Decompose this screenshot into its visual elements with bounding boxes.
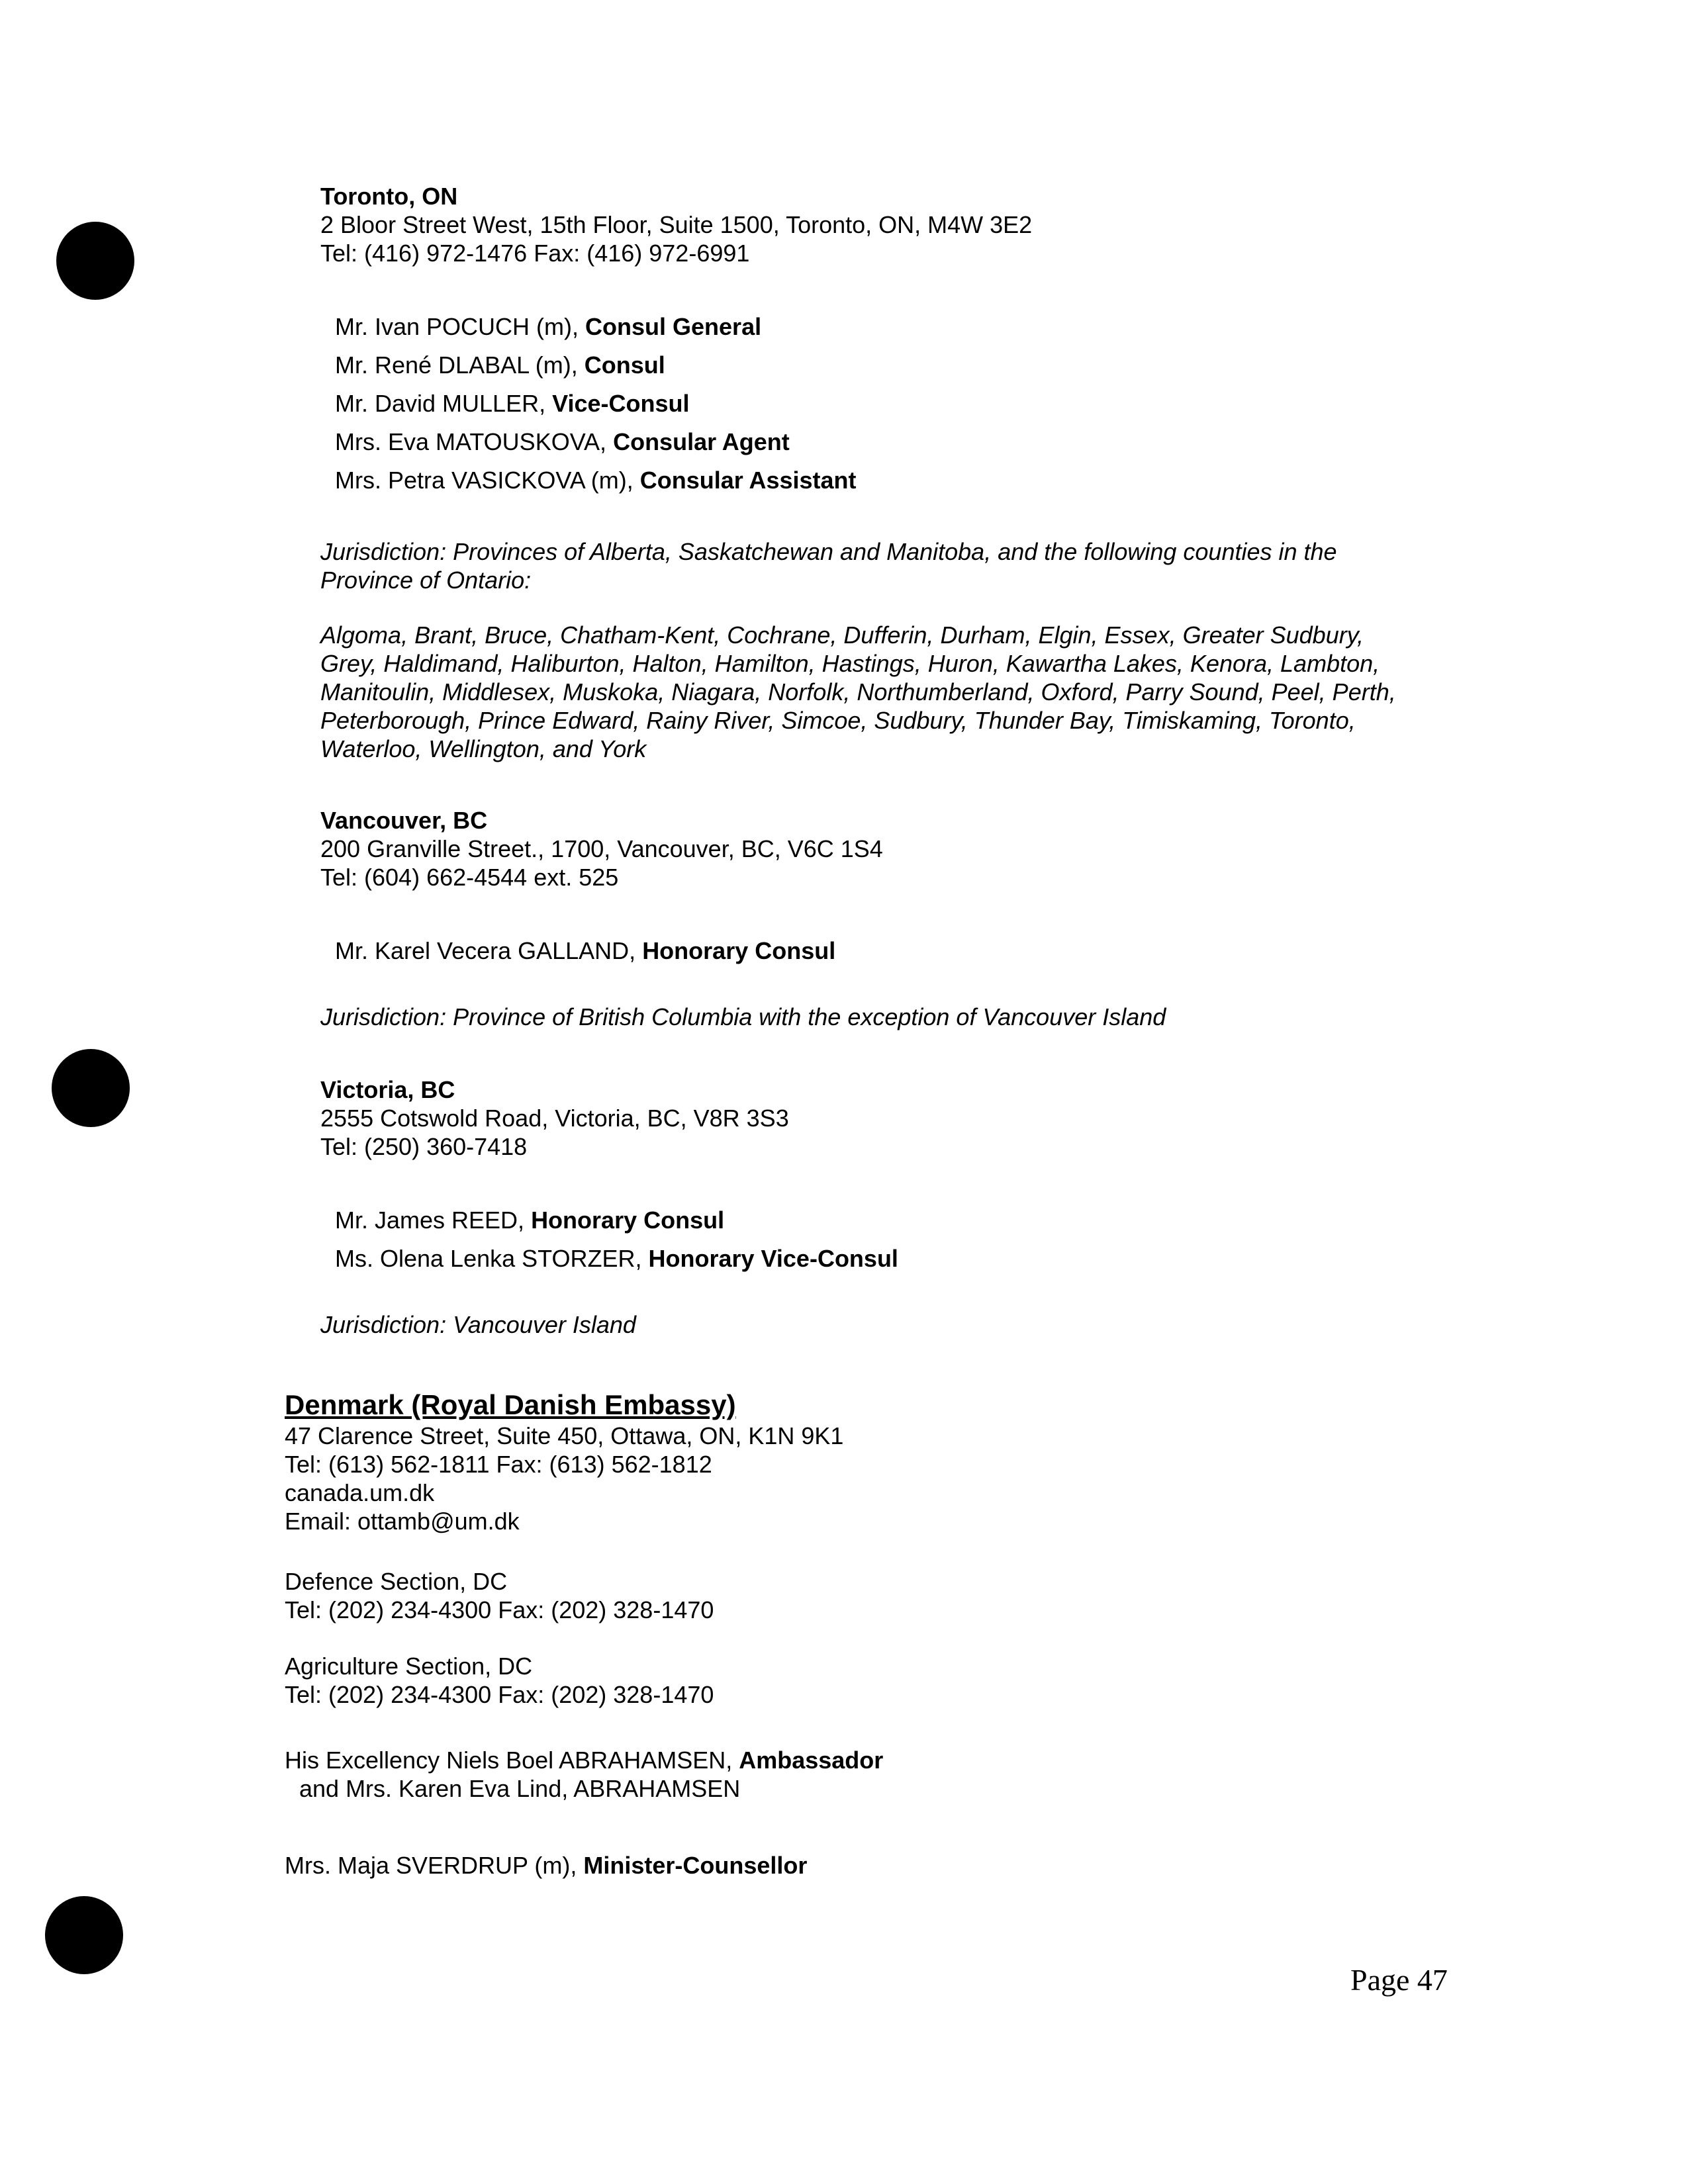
denmark-email: Email: ottamb@um.dk	[285, 1508, 520, 1535]
victoria-phone: Tel: (250) 360-7418	[320, 1133, 528, 1160]
victoria-section	[320, 1075, 1419, 1161]
denmark-agriculture-section	[285, 1652, 1410, 1709]
vancouver-section	[320, 806, 1419, 891]
ambassador-entry	[285, 1746, 1410, 1774]
minister-title: Minister-Counsellor	[583, 1852, 808, 1879]
toronto-address: 2 Bloor Street West, 15th Floor, Suite 1500, Toronto, ON, M4W 3E2	[320, 211, 1033, 238]
denmark-heading: Denmark (Royal Danish Embassy)	[285, 1389, 736, 1420]
staff-entry	[335, 423, 1419, 461]
punch-hole-bottom	[45, 1896, 123, 1974]
agriculture-phone: Tel: (202) 234-4300 Fax: (202) 328-1470	[285, 1681, 714, 1708]
vancouver-address: 200 Granville Street., 1700, Vancouver, BC, V6C 1S4	[320, 835, 883, 862]
staff-entry	[335, 346, 1419, 385]
denmark-section	[285, 1388, 1410, 1535]
toronto-counties: Algoma, Brant, Bruce, Chatham-Kent, Cochrane, Dufferin, Durham, Elgin, Essex, Greater Sudbury, Grey, Haldimand, Haliburton, Halton, Hamilton, Hastings, Huron, Kawartha Lakes, Kenora, Lambton, Manitoulin, Middlesex, Muskoka, Niagara, Norfolk, Northumberland, Oxford, Parry Sound, Peel, Perth, Peterborough, Prince Edward, Rainy River, Simcoe, Sudbury, Thunder Bay, Timiskaming, Toronto, Waterloo, Wellington, and York	[320, 621, 1396, 762]
denmark-website: canada.um.dk	[285, 1479, 435, 1506]
staff-name: Mrs. Eva MATOUSKOVA,	[335, 428, 614, 455]
defence-label: Defence Section, DC	[285, 1568, 508, 1595]
staff-name: Mr. Karel Vecera GALLAND,	[335, 937, 643, 964]
staff-name: Ms. Olena Lenka STORZER,	[335, 1245, 649, 1272]
ambassador-spouse: and Mrs. Karen Eva Lind, ABRAHAMSEN	[299, 1775, 741, 1802]
toronto-section	[320, 182, 1419, 267]
page-number: Page 47	[1350, 1963, 1448, 1997]
toronto-staff-list	[320, 308, 1419, 500]
staff-title: Consular Agent	[613, 428, 790, 455]
toronto-phone: Tel: (416) 972-1476 Fax: (416) 972-6991	[320, 240, 750, 267]
staff-title: Consular Assistant	[639, 467, 857, 494]
victoria-staff-list	[320, 1201, 1419, 1278]
staff-title: Honorary Vice-Consul	[648, 1245, 898, 1272]
punch-hole-top	[56, 222, 134, 300]
staff-title: Vice-Consul	[552, 390, 690, 417]
staff-title: Consul General	[585, 313, 762, 340]
toronto-city: Toronto, ON	[320, 183, 458, 210]
staff-entry	[335, 385, 1419, 423]
vancouver-staff-list	[320, 932, 1419, 970]
denmark-phone: Tel: (613) 562-1811 Fax: (613) 562-1812	[285, 1451, 712, 1478]
agriculture-label: Agriculture Section, DC	[285, 1653, 533, 1680]
staff-name: Mr. James REED,	[335, 1206, 532, 1234]
staff-name: Mr. Ivan POCUCH (m),	[335, 313, 586, 340]
staff-entry	[335, 308, 1419, 346]
staff-title: Honorary Consul	[642, 937, 836, 964]
staff-entry	[335, 1240, 1419, 1278]
staff-entry	[335, 1201, 1419, 1240]
defence-phone: Tel: (202) 234-4300 Fax: (202) 328-1470	[285, 1596, 714, 1623]
staff-title: Honorary Consul	[531, 1206, 725, 1234]
denmark-address: 47 Clarence Street, Suite 450, Ottawa, ON, K1N 9K1	[285, 1422, 844, 1449]
punch-hole-middle	[52, 1049, 130, 1127]
staff-name: Mrs. Petra VASICKOVA (m),	[335, 467, 640, 494]
vancouver-phone: Tel: (604) 662-4544 ext. 525	[320, 864, 619, 891]
minister-entry	[285, 1851, 1410, 1880]
victoria-jurisdiction: Jurisdiction: Vancouver Island	[320, 1311, 636, 1338]
victoria-address: 2555 Cotswold Road, Victoria, BC, V8R 3S3	[320, 1105, 789, 1132]
denmark-minister	[285, 1851, 1410, 1880]
vancouver-jurisdiction: Jurisdiction: Province of British Columbia with the exception of Vancouver Island	[320, 1003, 1166, 1030]
ambassador-title: Ambassador	[739, 1747, 884, 1774]
vancouver-city: Vancouver, BC	[320, 807, 488, 834]
staff-entry	[335, 932, 1419, 970]
staff-name: Mr. René DLABAL (m),	[335, 351, 585, 379]
ambassador-name: His Excellency Niels Boel ABRAHAMSEN,	[285, 1747, 739, 1774]
staff-name: Mr. David MULLER,	[335, 390, 553, 417]
toronto-jurisdiction: Jurisdiction: Provinces of Alberta, Saskatchewan and Manitoba, and the following counties in the Province of Ontario:	[320, 538, 1337, 594]
victoria-city: Victoria, BC	[320, 1076, 455, 1103]
denmark-ambassador	[285, 1746, 1410, 1803]
staff-title: Consul	[584, 351, 665, 379]
staff-entry	[335, 461, 1419, 500]
minister-name: Mrs. Maja SVERDRUP (m),	[285, 1852, 584, 1879]
denmark-defence-section	[285, 1567, 1410, 1624]
